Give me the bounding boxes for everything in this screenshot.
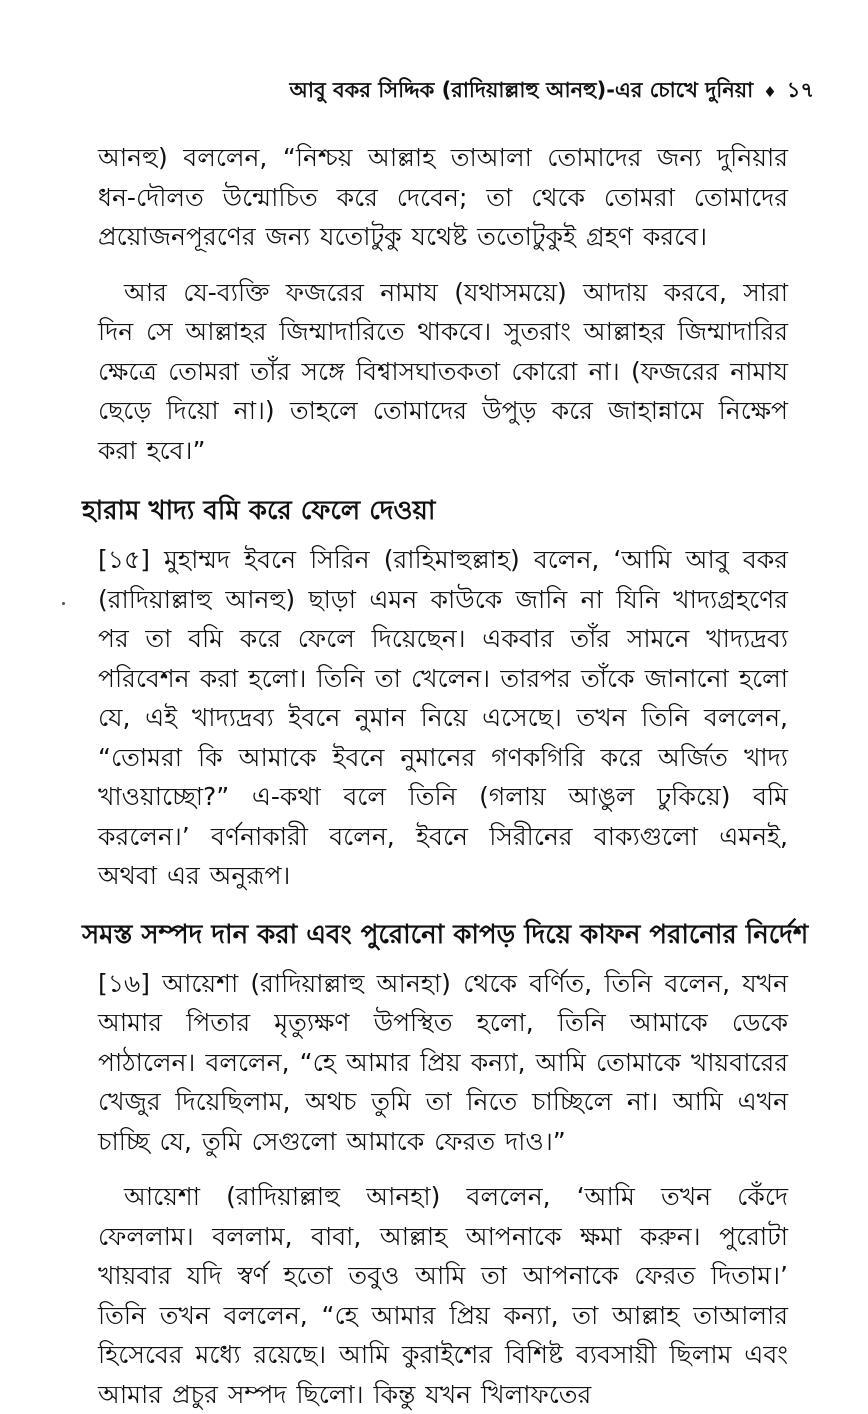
running-header bbox=[290, 74, 815, 109]
running-title: আবু বকর সিদ্দিক (রাদিয়াল্লাহু আনহু)-এর চোখে দুনিয়া bbox=[289, 78, 754, 102]
paragraph-3: [১৫] মুহাম্মদ ইবনে সিরিন (রাহিমাহুল্লাহ) বলেন, ‘আমি আবু বকর (রাদিয়াল্লাহু আনহু) ছাড়া এমন কাউকে জানি না যিনি খাদ্যগ্রহণের পর তা বমি করে ফেলে দিয়েছেন। একবার তাঁর সামনে খাদ্যদ্রব্য পরিবেশন করা হলো। তিনি তা খেলেন। তারপর তাঁকে জানানো হলো যে, এই খাদ্যদ্রব্য ইবনে নুমান নিয়ে এসেছে। তখন তিনি বললেন, “তোমরা কি আমাকে ইবনে নুমানের গণকগিরি করে অর্জিত খাদ্য খাওয়াচ্ছো?” এ-কথা বলে তিনি (গলায় আঙুল ঢুকিয়ে) বমি করলেন।’ বর্ণনাকারী বলেন, ইবনে সিরীনের বাক্যগুলো এমনই, অথবা এর অনুরূপ। bbox=[98, 545, 788, 890]
page-number: ১৭ bbox=[786, 78, 814, 102]
page-body bbox=[82, 138, 809, 1414]
paragraph-1: আনহু) বললেন, “নিশ্চয় আল্লাহ তাআলা তোমাদের জন্য দুনিয়ার ধন-দৌলত উন্মোচিত করে দেবেন; তা থেকে তোমরা তোমাদের প্রয়োজনপূরণের জন্য যতোটুকু যথেষ্ট ততোটুকুই গ্রহণ করবে। bbox=[98, 143, 788, 251]
section-heading-1: হারাম খাদ্য বমি করে ফেলে দেওয়া bbox=[82, 496, 436, 526]
scan-speck bbox=[62, 602, 65, 605]
paragraph-2: আর যে-ব্যক্তি ফজরের নামায (যথাসময়ে) আদায় করবে, সারা দিন সে আল্লাহর জিম্মাদারিতে থাকবে। সুতরাং আল্লাহর জিম্মাদারির ক্ষেত্রে তোমরা তাঁর সঙ্গে বিশ্বাসঘাতকতা কোরো না। (ফজরের নামায ছেড়ে দিয়ো না।) তাহলে তোমাদের উপুড় করে জাহান্নামে নিক্ষেপ করা হবে।” bbox=[98, 277, 788, 465]
section-heading-2: সমস্ত সম্পদ দান করা এবং পুরোনো কাপড় দিয়ে কাফন পরানোর নির্দেশ bbox=[82, 919, 809, 950]
diamond-separator-icon: ♦ bbox=[763, 82, 777, 101]
paragraph-5: আয়েশা (রাদিয়াল্লাহু আনহা) বললেন, ‘আমি তখন কেঁদে ফেললাম। বললাম, বাবা, আল্লাহ আপনাকে ক্ষমা করুন। পুরোটা খায়বার যদি স্বর্ণ হতো তবুও আমি তা আপনাকে ফেরত দিতাম।’ তিনি তখন বললেন, “হে আমার প্রিয় কন্যা, তা আল্লাহ তাআলার হিসেবের মধ্যে রয়েছে। আমি কুরাইশের বিশিষ্ট ব্যবসায়ী ছিলাম এবং আমার প্রচুর সম্পদ ছিলো। কিন্তু যখন খিলাফতের bbox=[98, 1182, 788, 1409]
paragraph-4: [১৬] আয়েশা (রাদিয়াল্লাহু আনহা) থেকে বর্ণিত, তিনি বলেন, যখন আমার পিতার মৃত্যুক্ষণ উপস্থিত হলো, তিনি আমাকে ডেকে পাঠালেন। বললেন, “হে আমার প্রিয় কন্যা, আমি তোমাকে খায়বারের খেজুর দিয়েছিলাম, অথচ তুমি তা নিতে চাচ্ছিলে না। আমি এখন চাচ্ছি যে, তুমি সেগুলো আমাকে ফেরত দাও।” bbox=[98, 968, 788, 1156]
